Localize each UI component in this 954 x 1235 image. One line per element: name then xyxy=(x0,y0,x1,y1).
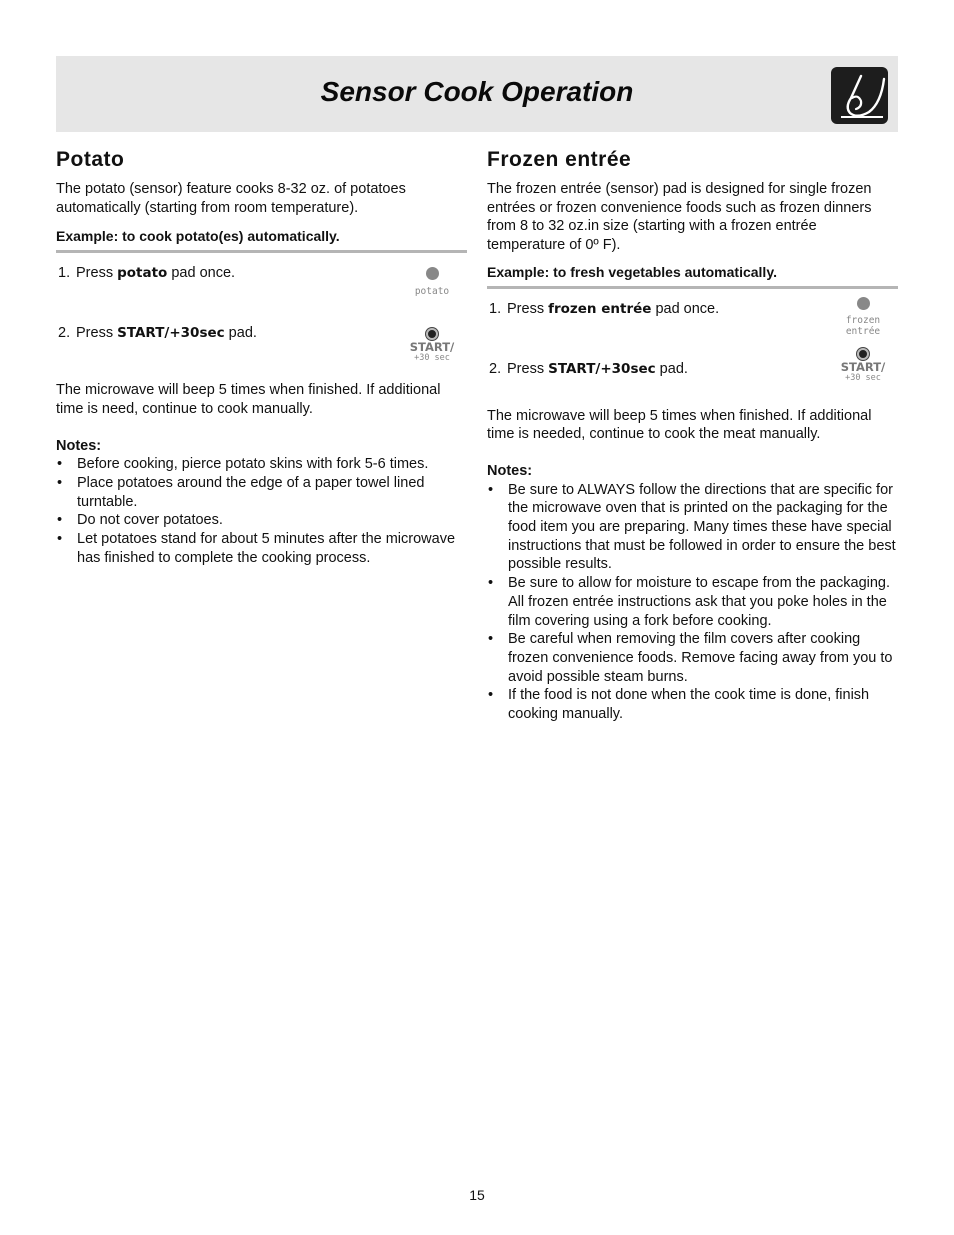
step-text: Press frozen entrée pad once. xyxy=(507,300,720,317)
frozen-after-text: The microwave will beep 5 times when finished. If additional time is needed, continue to cook the meat manually. xyxy=(487,407,872,443)
frozen-entree-section xyxy=(487,146,898,724)
potato-example-title: Example: to cook potato(es) automatically. xyxy=(56,227,467,253)
pad-label: potato xyxy=(414,286,450,298)
list-item: • Let potatoes stand for about 5 minutes after the microwave has finished to complete the cooking process. xyxy=(57,531,456,566)
list-item: • Do not cover potatoes. xyxy=(57,512,223,529)
list-item: • Place potatoes around the edge of a paper towel lined turntable. xyxy=(57,474,425,510)
sensor-hand-icon xyxy=(831,67,888,124)
start-pad[interactable] xyxy=(838,348,888,383)
step-number: 1. xyxy=(489,300,502,317)
header-band xyxy=(56,56,898,132)
frozen-notes-title: Notes: xyxy=(487,462,533,479)
frozen-step-1 xyxy=(487,300,898,360)
pad-sublabel: +30 sec xyxy=(845,372,881,383)
potato-step-2 xyxy=(56,324,467,381)
pad-dot-icon xyxy=(857,348,869,360)
potato-notes-title: Notes: xyxy=(56,437,102,454)
potato-heading: Potato xyxy=(56,148,125,171)
list-item: • Be sure to allow for moisture to escape from the packaging. All frozen entrée instructions ask that you poke holes in the film covering using a fork before cooking. xyxy=(488,575,891,629)
start-pad[interactable] xyxy=(407,328,457,363)
pad-label: frozen xyxy=(845,314,881,326)
step-text: Press potato pad once. xyxy=(76,265,236,282)
pad-label: START/ xyxy=(840,359,886,374)
pad-dot-icon xyxy=(426,328,438,340)
potato-step-1 xyxy=(56,264,467,324)
step-text: Press START/+30sec pad. xyxy=(76,325,257,342)
potato-pad[interactable] xyxy=(407,267,457,297)
potato-after-text: The microwave will beep 5 times when finished. If additional time is need, continue to cook manually. xyxy=(56,382,441,417)
page-number: 15 xyxy=(469,1187,485,1203)
potato-notes-list xyxy=(56,455,467,567)
list-item: • If the food is not done when the cook time is done, finish cooking manually. xyxy=(488,687,870,723)
list-item: • Before cooking, pierce potato skins with fork 5-6 times. xyxy=(57,456,429,473)
step-number: 2. xyxy=(58,325,71,342)
list-item: • Be careful when removing the film covers after cooking frozen convenience foods. Remove facing away from you to avoid possible steam burns. xyxy=(488,631,893,685)
frozen-notes-list xyxy=(487,481,898,724)
pad-sublabel: +30 sec xyxy=(414,353,450,364)
frozen-heading: Frozen entrée xyxy=(487,148,632,171)
step-text: Press START/+30sec pad. xyxy=(507,360,688,377)
potato-intro: The potato (sensor) feature cooks 8-32 oz. of potatoes automatically (starting from room temperature). xyxy=(56,181,406,216)
frozen-intro: The frozen entrée (sensor) pad is designed for single frozen entrées or frozen convenience foods such as frozen dinners from 8 to 32 oz.in size (starting with a frozen entrée temperature of 0º F). xyxy=(487,181,872,254)
step-number: 2. xyxy=(489,360,502,377)
frozen-entree-pad[interactable] xyxy=(838,297,888,337)
step-number: 1. xyxy=(58,265,71,282)
pad-dot-icon xyxy=(857,297,870,310)
pad-label-line2: entrée xyxy=(845,325,881,337)
page-title: Sensor Cook Operation xyxy=(320,76,634,107)
frozen-example-title: Example: to fresh vegetables automatically. xyxy=(487,263,898,289)
list-item: • Be sure to ALWAYS follow the directions that are specific for the microwave oven that is printed on the packaging for the food item you are preparing. Many times these have special instructions that must be followed in order to ensure the best possible results. xyxy=(488,481,896,573)
frozen-step-2 xyxy=(487,360,898,407)
pad-label: START/ xyxy=(409,340,455,355)
potato-section xyxy=(56,146,467,567)
pad-dot-icon xyxy=(426,267,439,280)
